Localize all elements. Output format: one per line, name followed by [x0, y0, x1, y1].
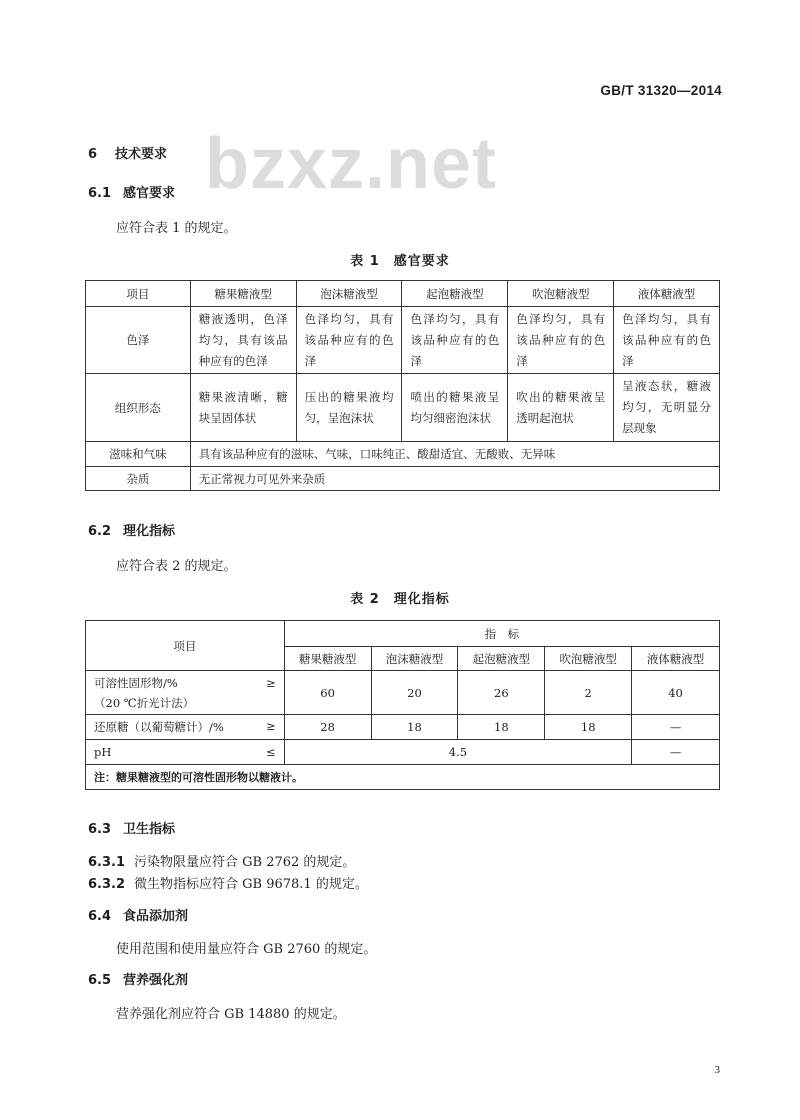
table-merged-cell: 4.5 [284, 740, 631, 765]
header-cell: 液体糖液型 [632, 647, 720, 671]
section-6-3-1 [88, 851, 355, 870]
page-number: 3 [714, 1064, 720, 1076]
table-cell: 20 [371, 671, 458, 715]
row-item: 色泽 [86, 307, 191, 374]
table-cell: 压出的糖果液均匀，呈泡沫状 [304, 389, 394, 425]
table-cell: 色泽均匀，具有该品种应有的色泽 [622, 311, 711, 368]
section-6-2-text: 应符合表 2 的规定。 [116, 559, 237, 574]
section-number: 6.3 [88, 822, 112, 837]
header-cell: 液体糖液型 [614, 281, 720, 307]
table-row [86, 374, 720, 442]
row-item-label: 可溶性固形物/% [94, 675, 178, 690]
section-6-4-text: 使用范围和使用量应符合 GB 2760 的规定。 [116, 942, 377, 957]
table-cell: 28 [284, 715, 371, 740]
header-cell: 吹泡糖液型 [508, 281, 614, 307]
comparison-sign: ≥ [266, 719, 276, 733]
header-cell: 吹泡糖液型 [545, 647, 632, 671]
section-6-5-heading [88, 969, 188, 988]
section-6-1-heading [88, 182, 175, 201]
section-title: 理化指标 [123, 524, 176, 539]
table-note: 注：糖果糖液型的可溶性固形物以糖液计。 [86, 765, 720, 790]
header-item: 项目 [86, 621, 285, 671]
table-row [86, 715, 720, 740]
table-cell: 2 [545, 671, 632, 715]
header-cell: 泡沫糖液型 [296, 281, 402, 307]
row-item-label: pH [94, 745, 112, 759]
table-row [86, 671, 720, 715]
table-cell: 26 [458, 671, 545, 715]
header-cell: 糖果糖液型 [190, 281, 296, 307]
section-title: 营养强化剂 [123, 973, 189, 988]
header-cell: 糖果糖液型 [284, 647, 371, 671]
row-item-sublabel: （20 ℃折光计法） [94, 695, 195, 710]
section-number: 6.2 [88, 524, 112, 539]
section-number: 6 [88, 147, 98, 162]
table-cell: 糖果液清晰，糖块呈固体状 [198, 389, 288, 425]
table-cell: 色泽均匀，具有该品种应有的色泽 [410, 311, 500, 368]
table-row [86, 467, 720, 491]
row-item [86, 740, 285, 765]
table-1-caption: 表 1 感官要求 [350, 254, 450, 269]
section-title: 卫生指标 [123, 822, 176, 837]
section-6-4-heading [88, 905, 188, 924]
standard-number: GB/T 31320—2014 [600, 83, 722, 98]
row-item: 组织形态 [86, 374, 191, 442]
comparison-sign: ≤ [266, 745, 276, 759]
comparison-sign: ≥ [266, 675, 276, 690]
table-merged-cell: 无正常视力可见外来杂质 [190, 467, 719, 491]
section-title: 食品添加剂 [123, 909, 189, 924]
section-6-3-heading [88, 818, 175, 837]
section-number: 6.5 [88, 973, 112, 988]
header-group: 指 标 [284, 621, 719, 647]
row-item: 杂质 [86, 467, 191, 491]
table-cell: 糖液透明，色泽均匀，具有该品种应有的色泽 [198, 311, 288, 368]
row-item [86, 671, 285, 715]
table-cell: — [632, 715, 720, 740]
table-header-row [86, 281, 720, 307]
section-number: 6.3.2 [88, 877, 126, 892]
section-text: 微生物指标应符合 GB 9678.1 的规定。 [134, 877, 368, 892]
header-cell: 起泡糖液型 [402, 281, 508, 307]
section-6-1-text: 应符合表 1 的规定。 [116, 221, 237, 236]
section-6-heading [88, 143, 167, 162]
table-cell: 喷出的糖果液呈均匀细密泡沫状 [410, 389, 500, 425]
table-cell: — [632, 740, 720, 765]
table-cell: 呈液态状，糖液均匀，无明显分层现象 [622, 379, 711, 435]
header-cell: 起泡糖液型 [458, 647, 545, 671]
section-6-5-text: 营养强化剂应符合 GB 14880 的规定。 [116, 1007, 346, 1022]
row-item-label: 还原糖（以葡萄糖计）/% [94, 720, 224, 734]
table-cell: 18 [458, 715, 545, 740]
table-cell: 40 [632, 671, 720, 715]
section-number: 6.1 [88, 186, 112, 201]
section-number: 6.3.1 [88, 855, 126, 870]
table-cell: 18 [545, 715, 632, 740]
section-title: 技术要求 [115, 147, 168, 162]
table-row [86, 740, 720, 765]
table-row [86, 442, 720, 467]
table-cell: 色泽均匀，具有该品种应有的色泽 [304, 311, 394, 368]
table-row [86, 307, 720, 374]
header-cell: 泡沫糖液型 [371, 647, 458, 671]
table-cell: 18 [371, 715, 458, 740]
table-2 [85, 620, 720, 790]
table-cell: 色泽均匀，具有该品种应有的色泽 [516, 311, 606, 368]
table-1 [85, 280, 720, 491]
section-6-2-heading [88, 520, 175, 539]
row-item: 滋味和气味 [86, 442, 191, 467]
table-header-row [86, 621, 720, 647]
table-2-caption: 表 2 理化指标 [350, 592, 450, 607]
row-item [86, 715, 285, 740]
table-cell: 吹出的糖果液呈透明起泡状 [516, 389, 606, 425]
watermark: bzxz.net [205, 124, 498, 204]
section-6-3-2 [88, 873, 368, 892]
section-text: 污染物限量应符合 GB 2762 的规定。 [134, 855, 356, 870]
table-cell: 60 [284, 671, 371, 715]
table-merged-cell: 具有该品种应有的滋味、气味，口味纯正、酸甜适宜、无酸败、无异味 [190, 442, 719, 467]
header-item: 项目 [86, 281, 191, 307]
section-title: 感官要求 [123, 186, 176, 201]
section-number: 6.4 [88, 909, 112, 924]
table-note-row [86, 765, 720, 790]
